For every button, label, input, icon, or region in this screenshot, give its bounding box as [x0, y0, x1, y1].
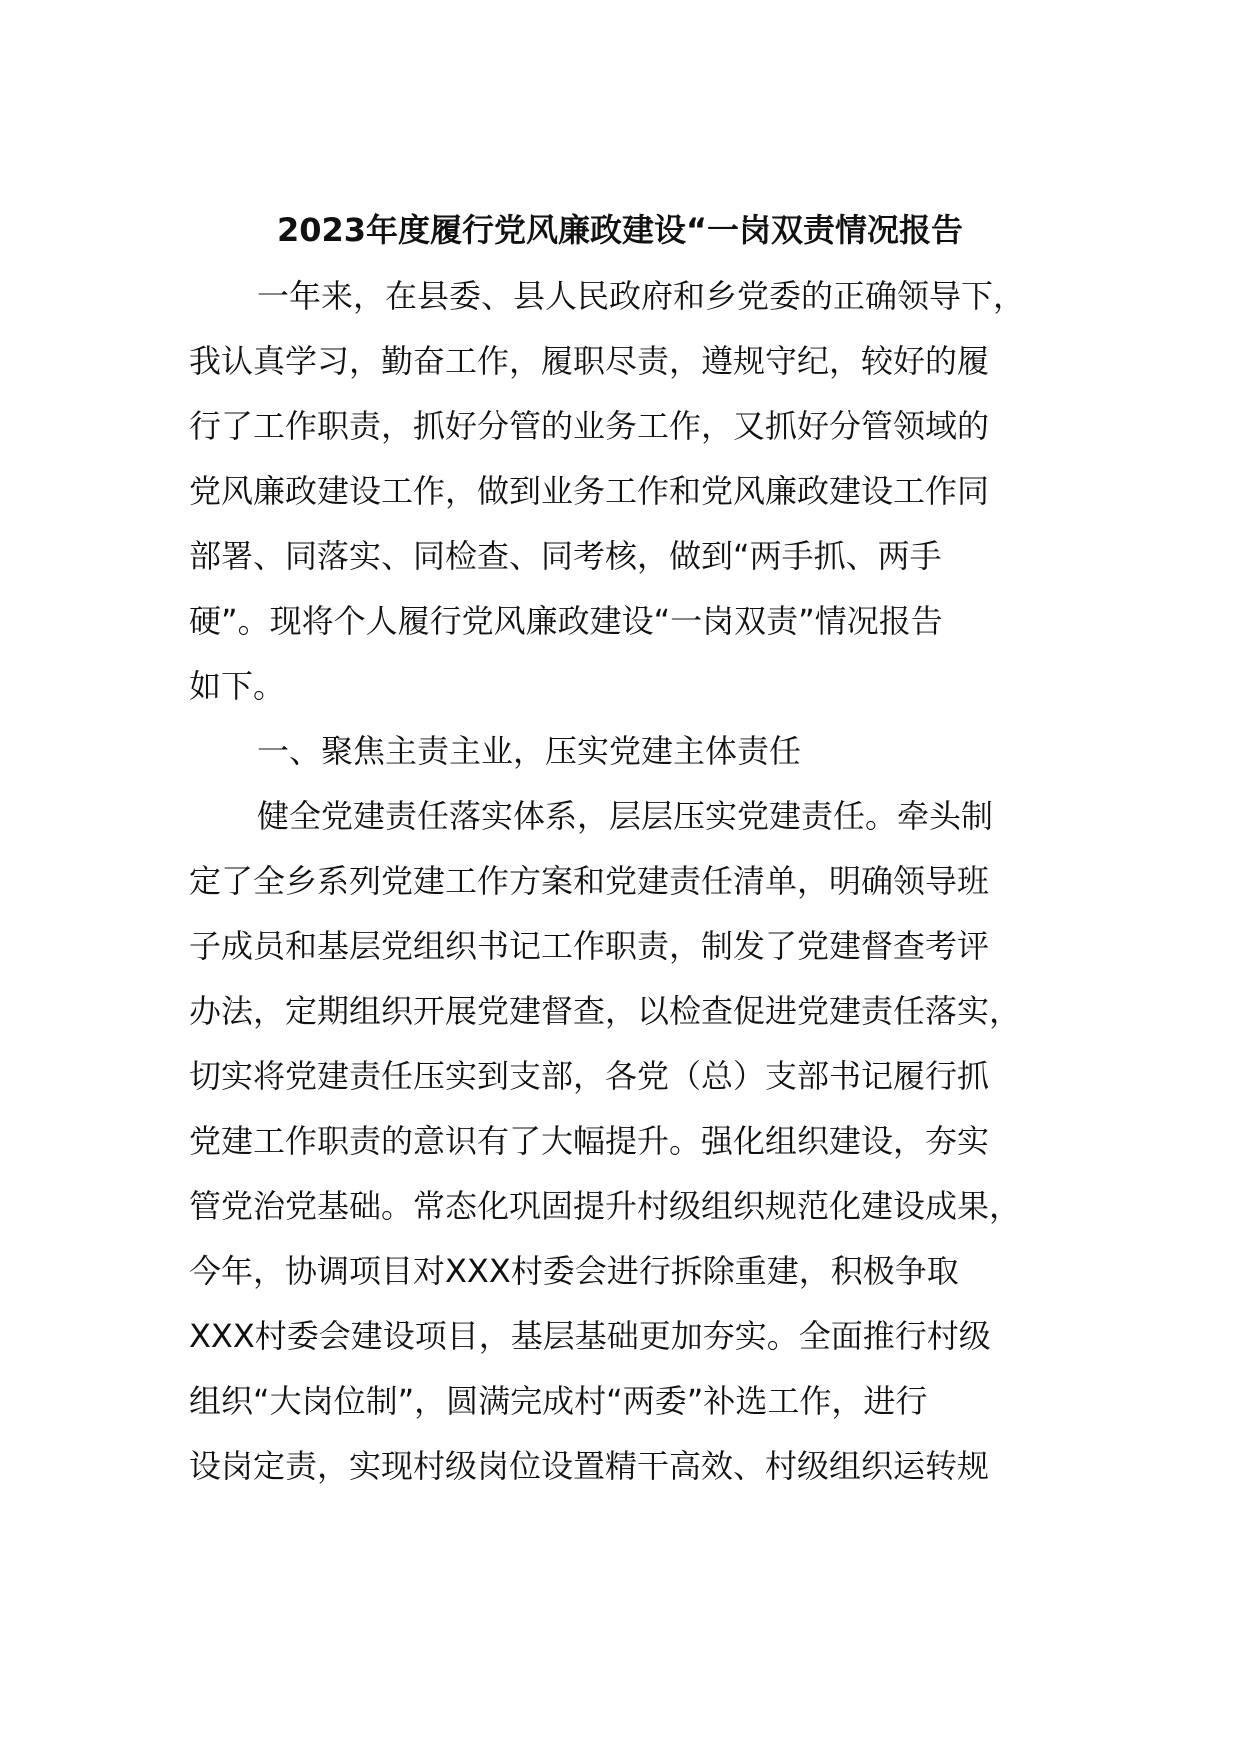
- body-line: 党建工作职责的意识有了大幅提升。强化组织建设，夯实: [189, 1122, 990, 1160]
- body-line: 子成员和基层党组织书记工作职责，制发了党建督查考评: [189, 927, 990, 965]
- body-line: 切实将党建责任压实到支部，各党（总）支部书记履行抓: [189, 1057, 990, 1095]
- body-line: 组织“大岗位制”，圆满完成村“两委”补选工作，进行: [189, 1382, 928, 1420]
- body-line: 今年，协调项目对XXX村委会进行拆除重建，积极争取: [189, 1252, 959, 1290]
- body-line: 硬”。现将个人履行党风廉政建设“一岗双责”情况报告: [189, 602, 943, 640]
- body-line: 设岗定责，实现村级岗位设置精干高效、村级组织运转规: [189, 1447, 990, 1485]
- body-line: 管党治党基础。常态化巩固提升村级组织规范化建设成果，: [189, 1187, 1022, 1225]
- section-heading: 一、聚焦主责主业，压实党建主体责任: [257, 732, 802, 770]
- body-line: 部署、同落实、同检查、同考核，做到“两手抓、两手: [189, 537, 942, 575]
- body-line: 我认真学习，勤奋工作，履职尽责，遵规守纪，较好的履: [189, 342, 990, 380]
- body-line: XXX村委会建设项目，基层基础更加夯实。全面推行村级: [189, 1317, 991, 1355]
- body-line: 一年来，在县委、县人民政府和乡党委的正确领导下，: [257, 277, 1026, 315]
- body-line: 定了全乡系列党建工作方案和党建责任清单，明确领导班: [189, 862, 990, 900]
- body-line: 办法，定期组织开展党建督查，以检查促进党建责任落实，: [189, 992, 1022, 1030]
- body-line: 行了工作职责，抓好分管的业务工作，又抓好分管领域的: [189, 407, 990, 445]
- body-line: 如下。: [189, 667, 286, 705]
- document-title: 2023年度履行党风廉政建设“一岗双责情况报告: [276, 211, 964, 249]
- body-line: 健全党建责任落实体系，层层压实党建责任。牵头制: [257, 797, 994, 835]
- body-line: 党风廉政建设工作，做到业务工作和党风廉政建设工作同: [189, 472, 990, 510]
